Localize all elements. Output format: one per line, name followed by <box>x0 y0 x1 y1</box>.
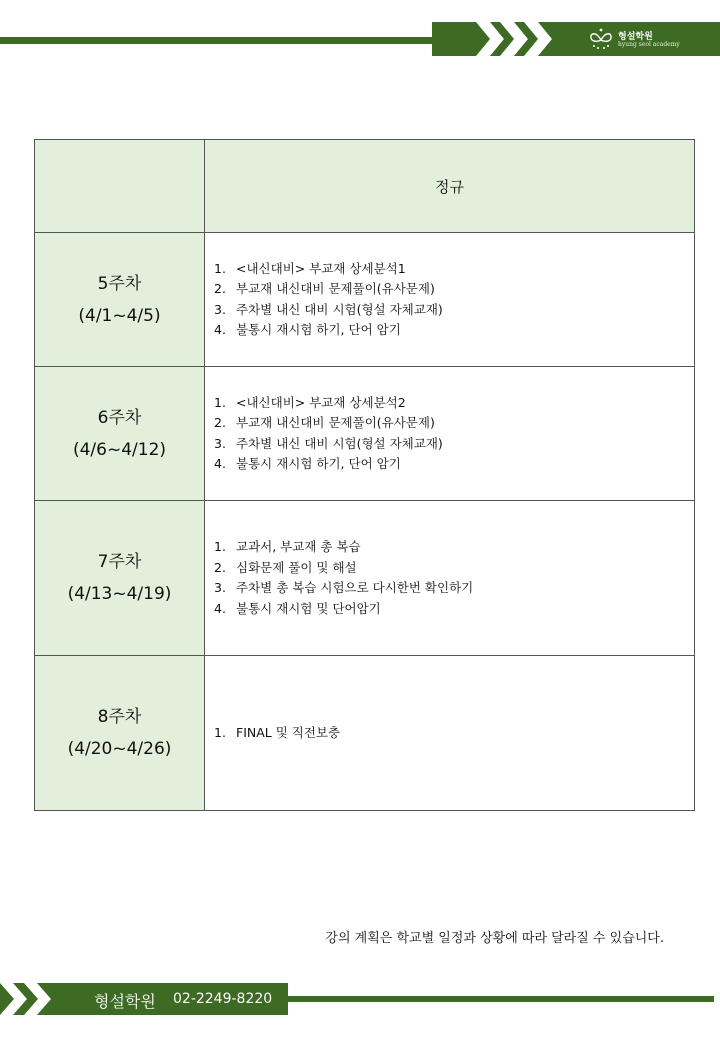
plan-cell <box>205 233 695 367</box>
schedule-note: 강의 계획은 학교별 일정과 상황에 따라 달라질 수 있습니다. <box>325 931 664 946</box>
item-text: 심화문제 풀이 및 해설 <box>236 559 357 575</box>
week-date-range: (4/6~4/12) <box>72 439 167 460</box>
item-text: <내신대비> 부교재 상세분석2 <box>236 394 406 410</box>
plan-cell <box>205 367 695 501</box>
week-label: 5주차 <box>97 273 142 294</box>
item-number: 3. <box>214 301 226 317</box>
item-text: FINAL 및 직전보충 <box>236 724 341 740</box>
list-item <box>214 279 694 300</box>
item-text: 교과서, 부교재 총 복습 <box>236 539 361 554</box>
item-text: 부교재 내신대비 문제풀이(유사문제) <box>236 415 435 430</box>
list-item <box>214 413 694 434</box>
item-text: <내신대비> 부교재 상세분석1 <box>236 260 406 276</box>
week-date-range: (4/13~4/19) <box>67 584 172 604</box>
list-item <box>214 259 694 280</box>
list-item <box>214 434 694 455</box>
week-date-range: (4/20~4/26) <box>67 739 172 759</box>
academy-logo <box>588 27 708 53</box>
plan-list <box>205 723 694 744</box>
plan-list <box>205 393 694 475</box>
table-header-row <box>35 140 695 233</box>
week-label: 8주차 <box>97 707 142 727</box>
table-row <box>35 501 695 656</box>
list-item <box>214 537 694 558</box>
week-label: 7주차 <box>97 552 142 572</box>
list-item <box>214 300 694 321</box>
item-text: 주차별 내신 대비 시험(형설 자체교재) <box>236 301 443 317</box>
week-cell <box>35 367 205 501</box>
item-text: 불통시 재시험 및 단어암기 <box>236 600 381 616</box>
item-number: 1. <box>214 724 226 740</box>
plan-cell <box>205 501 695 656</box>
list-item <box>214 393 694 414</box>
list-item <box>214 454 694 475</box>
item-text: 주차별 내신 대비 시험(형설 자체교재) <box>236 435 443 451</box>
list-item <box>214 320 694 341</box>
logo-subtitle: hyung seol academy <box>618 41 680 48</box>
item-number: 1. <box>214 394 226 410</box>
week-date-range: (4/1~4/5) <box>78 305 161 326</box>
week-cell <box>35 501 205 656</box>
list-item <box>214 578 694 599</box>
week-cell <box>35 656 205 811</box>
list-item <box>214 723 694 744</box>
item-number: 4. <box>214 600 226 616</box>
footer-phone: 02-2249-8220 <box>173 991 273 1007</box>
plan-cell <box>205 656 695 811</box>
schedule-table <box>34 139 695 811</box>
list-item <box>214 599 694 620</box>
item-number: 1. <box>214 260 226 276</box>
table-row <box>35 656 695 811</box>
footer-chevrons-icon <box>0 983 70 1015</box>
header-rule <box>0 37 440 44</box>
week-cell <box>35 233 205 367</box>
item-text: 불통시 재시험 하기, 단어 암기 <box>236 322 401 337</box>
leaf-logo-icon <box>588 27 614 51</box>
header-chevrons-icon <box>470 22 560 56</box>
item-text: 부교재 내신대비 문제풀이(유사문제) <box>236 281 435 296</box>
item-number: 1. <box>214 539 226 554</box>
item-text: 불통시 재시험 하기, 단어 암기 <box>236 456 401 471</box>
list-item <box>214 558 694 579</box>
header-plan-cell: 정규 <box>205 140 695 233</box>
logo-name: 형설학원 <box>618 32 653 42</box>
item-number: 3. <box>214 580 226 595</box>
item-number: 4. <box>214 456 226 471</box>
item-number: 3. <box>214 435 226 451</box>
plan-list <box>205 537 694 619</box>
item-number: 2. <box>214 559 226 575</box>
item-number: 4. <box>214 322 226 337</box>
item-text: 주차별 총 복습 시험으로 다시한번 확인하기 <box>236 580 474 595</box>
item-number: 2. <box>214 281 226 296</box>
header-week-cell <box>35 140 205 233</box>
footer-rule <box>286 996 714 1002</box>
table-row <box>35 367 695 501</box>
footer-brand: 형설학원 <box>94 992 156 1011</box>
week-label: 6주차 <box>97 407 142 428</box>
item-number: 2. <box>214 415 226 430</box>
plan-list <box>205 259 694 341</box>
table-row <box>35 233 695 367</box>
